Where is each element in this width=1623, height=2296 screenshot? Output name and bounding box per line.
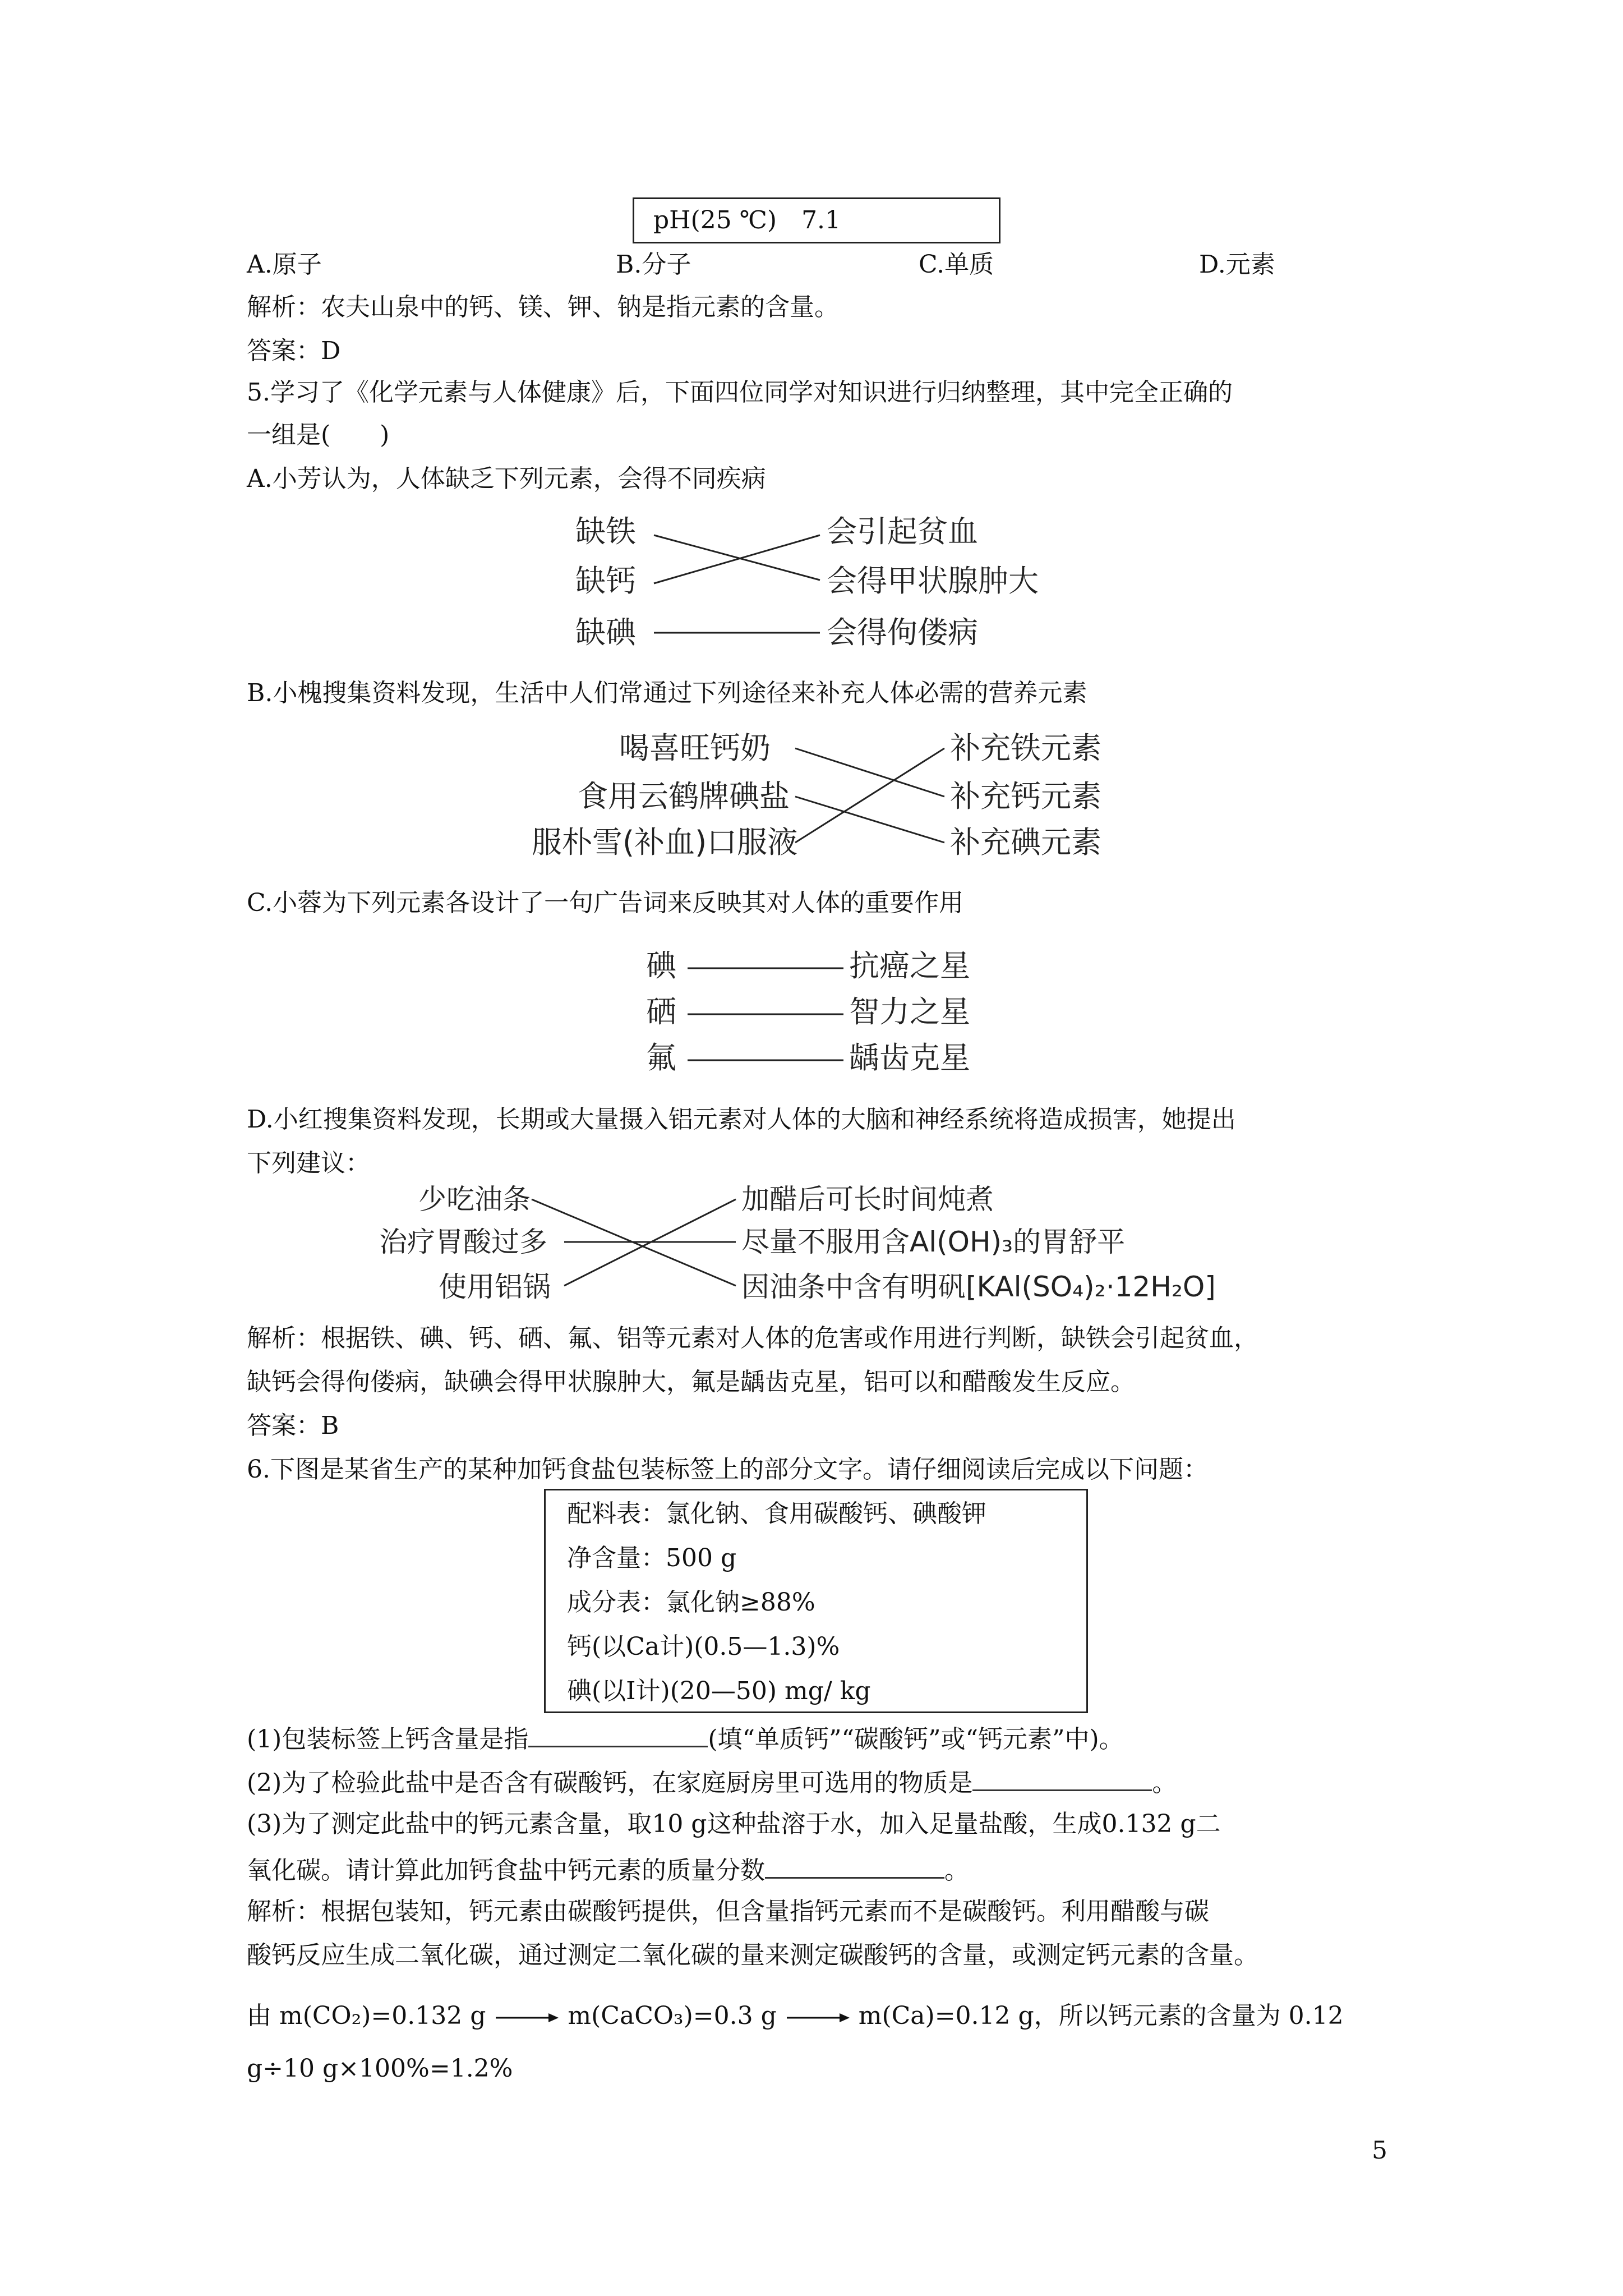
q6-part3-post: 。	[944, 1856, 969, 1885]
q4-option-a: A.原子	[247, 250, 322, 279]
q6-part1	[247, 1720, 1124, 1756]
q6-part2	[247, 1764, 1177, 1800]
q5-option-b-text: B.小槐搜集资料发现，生活中人们常通过下列途径来补充人体必需的营养元素	[247, 679, 1087, 707]
diagB-line-3	[795, 748, 944, 843]
q5-option-d-line1: D.小红搜集资料发现，长期或大量摄入铝元素对人体的大脑和神经系统将造成损害，她提出	[247, 1105, 1236, 1134]
q5-analysis-line1: 解析：根据铁、碘、钙、硒、氟、铝等元素对人体的危害或作用进行判断，缺铁会引起贫血，	[247, 1324, 1258, 1352]
diagA-left-1: 缺铁	[575, 514, 636, 549]
q6-part3-line1: (3)为了测定此盐中的钙元素含量，取10 g这种盐溶于水，加入足量盐酸，生成0.132 g二	[247, 1810, 1221, 1838]
diagA-right-3: 会得佝偻病	[827, 615, 978, 650]
label-row-5: 碘(以I计)(20—50) mg/ kg	[567, 1677, 871, 1705]
label-row-3: 成分表：氯化钠≥88%	[567, 1588, 815, 1617]
q5-analysis-line2: 缺钙会得佝偻病，缺碘会得甲状腺肿大，氟是龋齿克星，铝可以和醋酸发生反应。	[247, 1368, 1135, 1396]
diagA-left-2: 缺钙	[575, 563, 636, 599]
q6-analysis-line2: 酸钙反应生成二氧化碳，通过测定二氧化碳的量来测定碳酸钙的含量，或测定钙元素的含量。	[247, 1941, 1258, 1970]
q5-option-d-line2: 下列建议：	[247, 1149, 370, 1177]
page-number: 5	[1372, 2136, 1387, 2165]
diagB-left-1: 喝喜旺钙奶	[619, 730, 771, 766]
diagC-right-2: 智力之星	[849, 994, 970, 1029]
q6-part1-blank[interactable]	[528, 1720, 708, 1747]
q6-calc-line1	[247, 1999, 1344, 2033]
q6-part3-line2	[247, 1851, 969, 1888]
label-row-1: 配料表：氯化钠、食用碳酸钙、碘酸钾	[567, 1499, 986, 1528]
q5-option-c-text: C.小蓉为下列元素各设计了一句广告词来反映其对人体的重要作用	[247, 889, 964, 917]
q5-stem-line1: 5.学习了《化学元素与人体健康》后，下面四位同学对知识进行归纳整理，其中完全正确的	[247, 378, 1233, 407]
diagB-left-2: 食用云鹤牌碘盐	[578, 779, 790, 814]
q6-analysis-line1: 解析：根据包装知，钙元素由碳酸钙提供，但含量指钙元素而不是碳酸钙。利用醋酸与碳	[247, 1897, 1209, 1926]
label-row-4: 钙(以Ca计)(0.5—1.3)%	[567, 1632, 840, 1661]
diagC-left-2: 硒	[646, 994, 676, 1029]
q6-part3-blank[interactable]	[765, 1851, 944, 1879]
diagA-right-1: 会引起贫血	[827, 514, 978, 549]
q4-analysis: 解析：农夫山泉中的钙、镁、钾、钠是指元素的含量。	[247, 293, 839, 321]
ph-text: pH(25 ℃) 7.1	[653, 206, 841, 234]
diagC-right-1: 抗癌之星	[849, 948, 970, 983]
arrow-icon	[494, 2011, 560, 2024]
diagD-left-3: 使用铝锅	[439, 1271, 551, 1303]
q6-part3-pre: 氧化碳。请计算此加钙食盐中钙元素的质量分数	[247, 1856, 765, 1885]
q4-option-b: B.分子	[616, 250, 691, 279]
diagD-right-1: 加醋后可长时间炖煮	[741, 1183, 994, 1216]
diagD-left-1: 少吃油条	[418, 1183, 531, 1216]
q6-part1-post: (填“单质钙”“碳酸钙”或“钙元素”中)。	[708, 1725, 1124, 1754]
q4-option-d: D.元素	[1199, 250, 1275, 279]
q4-option-c: C.单质	[919, 250, 994, 279]
diagD-left-2: 治疗胃酸过多	[379, 1226, 547, 1258]
q6-part2-pre: (2)为了检验此盐中是否含有碳酸钙，在家庭厨房里可选用的物质是	[247, 1769, 973, 1797]
diagA-right-2: 会得甲状腺肿大	[827, 563, 1039, 599]
q6-stem: 6.下图是某省生产的某种加钙食盐包装标签上的部分文字。请仔细阅读后完成以下问题：	[247, 1455, 1208, 1484]
diagA-left-3: 缺碘	[575, 615, 636, 650]
diagB-right-1: 补充铁元素	[950, 730, 1101, 766]
diagD-right-2: 尽量不服用含Al(OH)₃的胃舒平	[741, 1226, 1126, 1258]
q6-part2-blank[interactable]	[972, 1764, 1152, 1791]
q6-part1-pre: (1)包装标签上钙含量是指	[247, 1725, 529, 1754]
diagD-right-3: 因油条中含有明矾[KAl(SO₄)₂·12H₂O]	[741, 1271, 1216, 1303]
q6-calc-line2: g÷10 g×100%=1.2%	[247, 2054, 513, 2083]
diagC-right-3: 龋齿克星	[849, 1040, 970, 1075]
calc-part2: m(CaCO₃)=0.3 g	[568, 2001, 777, 2030]
diagB-line-2	[795, 797, 944, 843]
arrow-icon	[785, 2011, 851, 2024]
salt-label-box	[544, 1489, 1088, 1713]
diagB-line-1	[795, 748, 944, 797]
diagB-right-2: 补充钙元素	[950, 779, 1101, 814]
label-row-2: 净含量：500 g	[567, 1544, 737, 1572]
diagB-right-3: 补充碘元素	[950, 825, 1101, 860]
q5-stem-line2: 一组是( )	[247, 421, 390, 449]
diagB-left-3: 服朴雪(补血)口服液	[532, 825, 798, 860]
calc-part3: m(Ca)=0.12 g，所以钙元素的含量为 0.12	[858, 2001, 1344, 2030]
q4-answer: 答案：D	[247, 337, 341, 365]
calc-part1: 由 m(CO₂)=0.132 g	[247, 2001, 486, 2030]
q6-part2-post: 。	[1152, 1769, 1177, 1797]
q5-option-a-text: A.小芳认为，人体缺乏下列元素，会得不同疾病	[247, 464, 766, 493]
diagC-left-3: 氟	[646, 1040, 676, 1075]
q5-answer: 答案：B	[247, 1411, 339, 1440]
diagC-left-1: 碘	[646, 948, 676, 983]
